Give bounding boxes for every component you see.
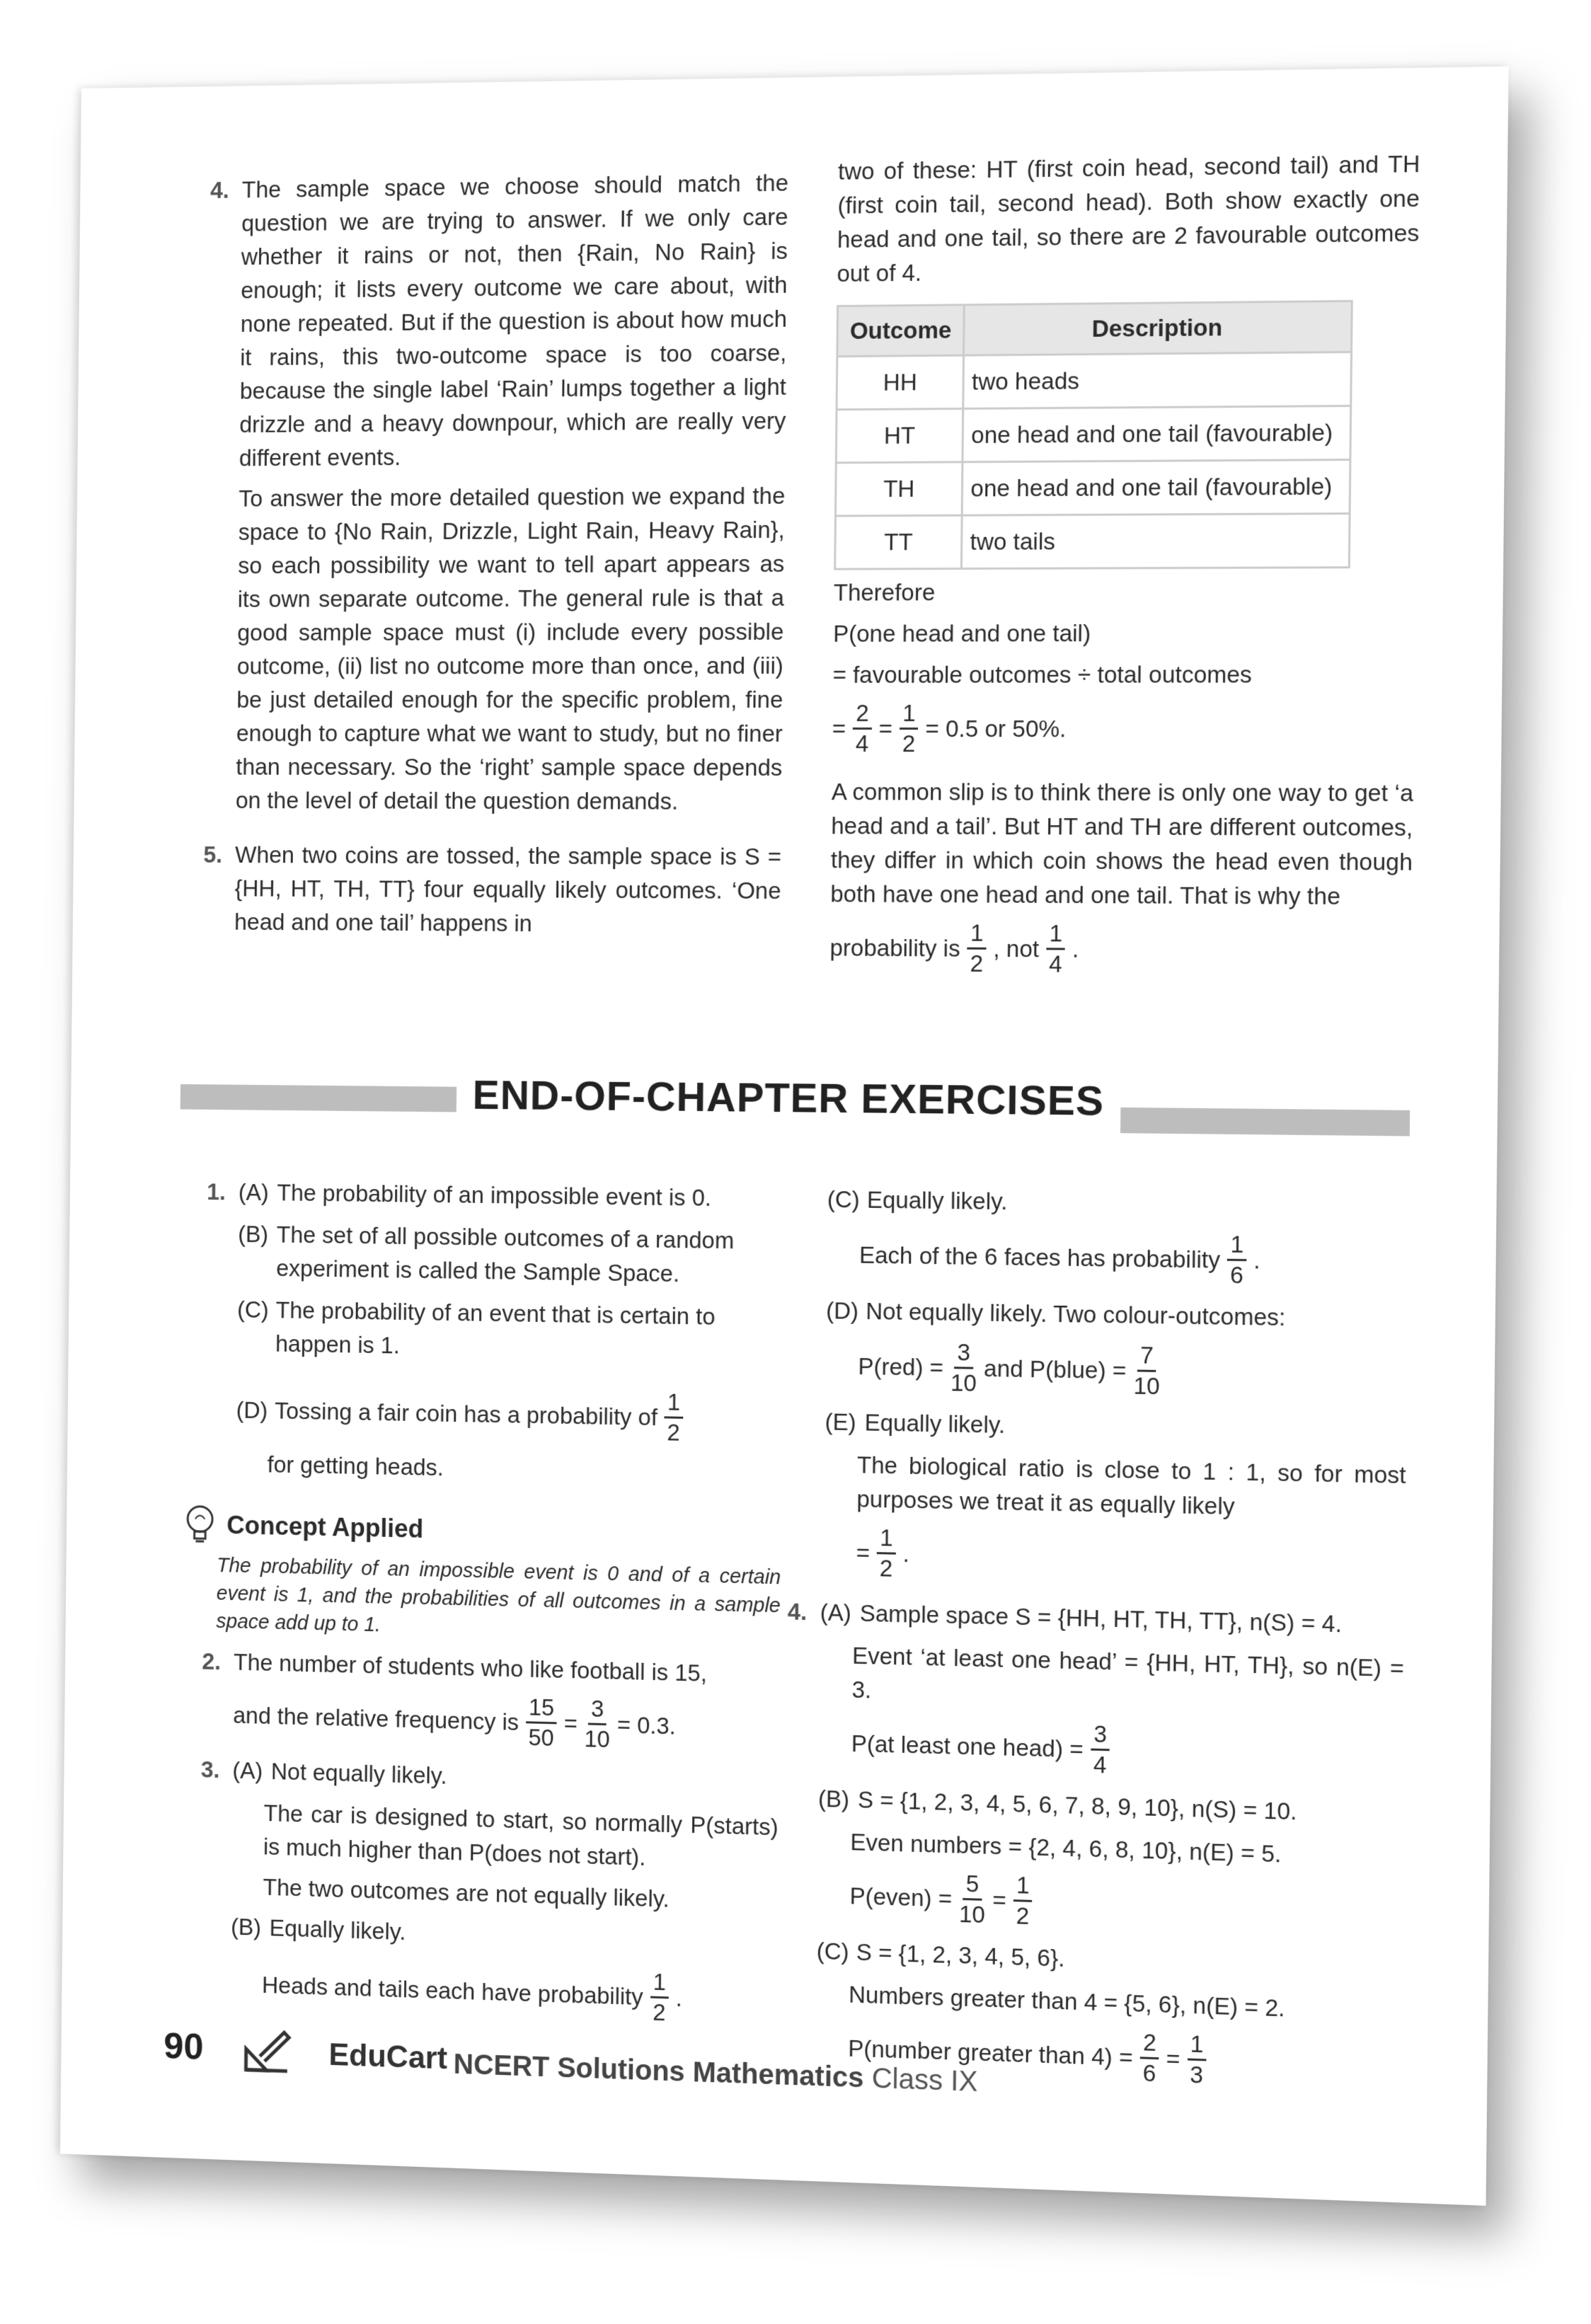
page-number: 90	[163, 2025, 204, 2068]
numerator: 1	[1188, 2030, 1207, 2061]
fraction	[1227, 1230, 1247, 1289]
numerator: 1	[967, 919, 987, 949]
text: P(at least one head) =	[851, 1730, 1084, 1762]
sub-part	[236, 1293, 783, 1369]
table-cell: HT	[836, 408, 963, 462]
sub-label: (C)	[816, 1938, 849, 1965]
brand-logo-text: EduCart	[328, 2037, 448, 2076]
question-1	[204, 1175, 785, 1499]
paragraph: two of these: HT (first coin head, second tail) and TH (first coin tail, second head). Both show exactly one head and one tail, so there are 2 favourable outcomes out of 4.	[837, 150, 1420, 287]
text-line: for getting heads.	[267, 1451, 444, 1481]
concept-title: Concept Applied	[226, 1510, 424, 1543]
table-row	[835, 514, 1350, 569]
text: P(even) =	[849, 1882, 953, 1912]
table-cell: TT	[835, 515, 963, 569]
table-row	[835, 460, 1350, 516]
text-line: Even numbers = {2, 4, 6, 8, 10}, n(E) = 5.	[850, 1829, 1282, 1868]
question-number: 1.	[207, 1178, 226, 1205]
equation	[849, 1866, 1401, 1942]
question-2	[201, 1645, 780, 1758]
fraction	[950, 1338, 977, 1398]
table-row	[836, 406, 1350, 463]
question-number: 3.	[200, 1756, 220, 1783]
sub-part	[827, 1183, 1409, 1224]
paragraph: When two coins are tossed, the sample space is S = {HH, HT, TH, TT} four equally likely outcomes. ‘One head and one tail’ happens in	[234, 841, 782, 937]
equation	[832, 699, 1414, 759]
numerator: 3	[1091, 1720, 1110, 1751]
sub-text: Equally likely.	[864, 1409, 1006, 1438]
table-cell: two tails	[962, 514, 1350, 569]
paragraph: Event ‘at least one head’ = {HH, HT, TH}, so n(E) = 3.	[851, 1642, 1404, 1703]
sub-part	[239, 1175, 786, 1216]
heading-bar-left	[180, 1084, 456, 1112]
lightbulb-icon	[183, 1503, 217, 1546]
sub-label: (A)	[238, 1179, 269, 1206]
text: .	[1253, 1246, 1260, 1274]
table-cell: two heads	[963, 352, 1351, 408]
left-column-top	[202, 166, 788, 949]
denominator: 4	[1048, 950, 1062, 977]
exercises-right-column	[787, 1183, 1409, 2096]
sub-text: Equally likely.	[866, 1186, 1008, 1215]
concept-applied-header	[183, 1503, 781, 1558]
item-number: 5.	[203, 841, 223, 868]
table-row	[837, 352, 1351, 409]
fraction	[967, 919, 986, 978]
paragraph: The biological ratio is close to 1 : 1, so for most purposes we treat it as equally likely	[856, 1451, 1406, 1520]
item-5	[202, 838, 781, 949]
denominator: 2	[902, 730, 916, 757]
numerator: 2	[853, 699, 872, 730]
heading-title: END-OF-CHAPTER EXERCISES	[472, 1072, 1105, 1124]
sub-label: (B)	[817, 1785, 850, 1813]
numerator: 2	[1140, 2028, 1159, 2059]
text: .	[1072, 935, 1079, 962]
numerator: 1	[1046, 919, 1065, 950]
numerator: 1	[665, 1388, 684, 1418]
text: , not	[993, 935, 1040, 962]
table-cell: HH	[837, 355, 964, 410]
question-3	[198, 1753, 779, 2030]
text: probability is	[829, 933, 960, 962]
sub-text: Not equally likely.	[270, 1758, 447, 1789]
denominator: 2	[667, 1419, 680, 1446]
paragraph: The car is designed to start, so normally P(starts) is much higher than P(does not start).	[263, 1800, 779, 1870]
equation	[856, 1523, 1406, 1594]
ruler-pencil-icon	[239, 2020, 295, 2078]
section-heading	[180, 1063, 1411, 1161]
item-4	[204, 166, 788, 826]
denominator: 10	[950, 1369, 977, 1396]
table-header: Description	[964, 301, 1352, 355]
text: and the relative frequency is	[233, 1701, 519, 1735]
paragraph: A common slip is to think there is only one way to get ‘a head and a tail’. But HT and TH are different outcomes, they differ in which coin shows the head even though both have one head and one tail. That is why the	[830, 778, 1414, 910]
sub-label: (D)	[826, 1297, 859, 1324]
text-line: The number of students who like football is 15,	[233, 1649, 708, 1686]
equation	[233, 1686, 780, 1758]
fraction	[664, 1388, 683, 1446]
fraction	[877, 1524, 896, 1583]
denominator: 3	[1190, 2061, 1204, 2088]
numerator: 1	[1227, 1230, 1246, 1261]
table-cell: TH	[835, 462, 963, 516]
paragraph: To answer the more detailed question we expand the space to {No Rain, Drizzle, Light Rain, Heavy Rain}, so each possibility we want to tell apart appears as its own separate outcome. The general rule is that a good sample space must (i) include every possible outcome, (ii) list no outcome more than once, and (iii) be just detailed enough for the specific problem, fine enough to capture what we want to study, but no finer than necessary. So the ‘right’ sample space depends on the level of detail the question demands.	[235, 482, 786, 815]
equation	[851, 1714, 1403, 1788]
sub-label: (C)	[237, 1296, 269, 1323]
sub-text: Sample space S = {HH, HT, TH, TT}, n(S) = 4.	[859, 1599, 1343, 1638]
eq-symbol: =	[856, 1539, 871, 1566]
sub-part	[817, 1934, 1401, 1986]
denominator: 10	[1133, 1372, 1160, 1400]
sub-text: Not equally likely. Two colour-outcomes:	[866, 1297, 1286, 1331]
question-4	[783, 1595, 1405, 2097]
text: P(red) =	[858, 1352, 944, 1381]
book-page	[60, 67, 1509, 2206]
text-line: = favourable outcomes ÷ total outcomes	[832, 661, 1253, 688]
sub-label: (C)	[827, 1185, 860, 1213]
denominator: 6	[1229, 1261, 1244, 1289]
sub-text: The probability of an impossible event is 0.	[277, 1179, 712, 1211]
numerator: 3	[588, 1695, 607, 1725]
sub-text: S = {1, 2, 3, 4, 5, 6}.	[856, 1938, 1065, 1972]
eq-symbol: =	[992, 1886, 1006, 1914]
denominator: 2	[970, 950, 984, 977]
paragraph: The two outcomes are not equally likely.	[263, 1874, 670, 1912]
text: and P(blue) =	[983, 1354, 1127, 1384]
fraction	[650, 1968, 669, 2027]
sub-part	[238, 1217, 785, 1292]
concept-text: The probability of an impossible event is 0 and of a certain event is 1, and the probabilities of all outcomes in a sample space add up to 1.	[216, 1554, 781, 1637]
text-line: Therefore	[833, 579, 936, 606]
denominator: 10	[958, 1900, 986, 1928]
denominator: 10	[584, 1725, 611, 1753]
exercises-left-column	[198, 1175, 785, 2031]
sub-label: (D)	[236, 1396, 268, 1423]
sub-part	[231, 1910, 777, 1960]
item-number: 4.	[209, 177, 230, 203]
fraction	[1091, 1720, 1110, 1779]
numerator: 15	[526, 1693, 558, 1725]
eq-symbol: =	[832, 715, 846, 742]
fraction	[853, 699, 872, 758]
eq-symbol: =	[1166, 2044, 1181, 2072]
fraction	[1046, 919, 1066, 979]
text: .	[675, 1984, 682, 2011]
heading-bar-right	[1120, 1108, 1410, 1137]
fraction	[1133, 1341, 1160, 1400]
question-number: 2.	[202, 1648, 222, 1675]
fraction	[1013, 1871, 1032, 1931]
equation	[262, 1956, 777, 2031]
book-series-title	[453, 2049, 977, 2098]
eq-result: = 0.3.	[616, 1711, 676, 1739]
text: Each of the 6 faces has probability	[858, 1241, 1221, 1273]
sub-part	[236, 1381, 783, 1449]
fraction	[1187, 2030, 1207, 2090]
sub-part	[232, 1754, 779, 1802]
text: .	[902, 1540, 909, 1567]
right-column-top	[829, 147, 1420, 982]
sub-part	[825, 1405, 1406, 1449]
sub-text: The probability of an event that is certain to happen is 1.	[275, 1296, 716, 1359]
sub-label: (E)	[825, 1408, 856, 1436]
numerator: 7	[1137, 1341, 1156, 1372]
fraction	[900, 699, 919, 758]
text-line: Numbers greater than 4 = {5, 6}, n(E) = 2.	[848, 1981, 1285, 2022]
table-cell: one head and one tail (favourable)	[962, 460, 1350, 516]
sub-part	[826, 1294, 1408, 1337]
table-cell: one head and one tail (favourable)	[963, 406, 1350, 462]
denominator: 50	[528, 1724, 554, 1751]
denominator: 4	[1093, 1751, 1107, 1778]
sub-label: (B)	[238, 1221, 269, 1248]
eq-symbol: =	[878, 715, 893, 742]
numerator: 1	[650, 1968, 670, 1999]
question-number: 4.	[787, 1598, 808, 1626]
sub-part	[818, 1782, 1403, 1832]
numerator: 1	[877, 1524, 896, 1555]
eq-result: = 0.5 or 50%.	[925, 715, 1067, 742]
sub-label: (B)	[231, 1913, 262, 1940]
sub-text: S = {1, 2, 3, 4, 5, 6, 7, 8, 9, 10}, n(S) = 10.	[857, 1786, 1297, 1825]
denominator: 2	[879, 1555, 893, 1582]
table-header: Outcome	[837, 305, 965, 357]
denominator: 2	[653, 1998, 666, 2026]
numerator: 1	[900, 699, 919, 730]
outcome-table	[834, 300, 1353, 570]
equation	[859, 1226, 1409, 1292]
text-line: P(one head and one tail)	[833, 620, 1091, 647]
denominator: 2	[1016, 1902, 1030, 1930]
equation	[858, 1337, 1408, 1405]
numerator: 3	[954, 1338, 973, 1369]
fraction	[959, 1870, 986, 1929]
eq-symbol: =	[563, 1710, 578, 1737]
sub-text: Equally likely.	[269, 1914, 406, 1945]
series-bold: NCERT Solutions Mathematics	[453, 2049, 864, 2094]
sub-text: The set of all possible outcomes of a random experiment is called the Sample Space.	[276, 1221, 735, 1287]
text: P(number greater than 4) =	[848, 2035, 1133, 2071]
series-class: Class IX	[871, 2062, 978, 2098]
denominator: 6	[1142, 2059, 1156, 2087]
denominator: 4	[855, 730, 869, 757]
sub-text: Tossing a fair coin has a probability of	[275, 1397, 658, 1430]
paragraph: The sample space we choose should match the question we are trying to answer. If we only care whether it rains or not, then {Rain, No Rain} is enough; it lists every outcome we care about, with none repeated. But if the question is about how much it rains, this two-outcome space is too coarse, because the single label ‘Rain’ lumps together a light drizzle and a heavy downpour, which are really very different events.	[239, 169, 789, 471]
sub-label: (A)	[232, 1756, 263, 1784]
sub-part	[820, 1596, 1405, 1643]
numerator: 5	[963, 1870, 982, 1901]
fraction	[525, 1693, 557, 1753]
probability-line	[829, 918, 1412, 981]
numerator: 1	[1013, 1871, 1033, 1902]
sub-label: (A)	[820, 1599, 851, 1626]
fraction	[584, 1695, 610, 1754]
text: Heads and tails each have probability	[261, 1971, 643, 2010]
